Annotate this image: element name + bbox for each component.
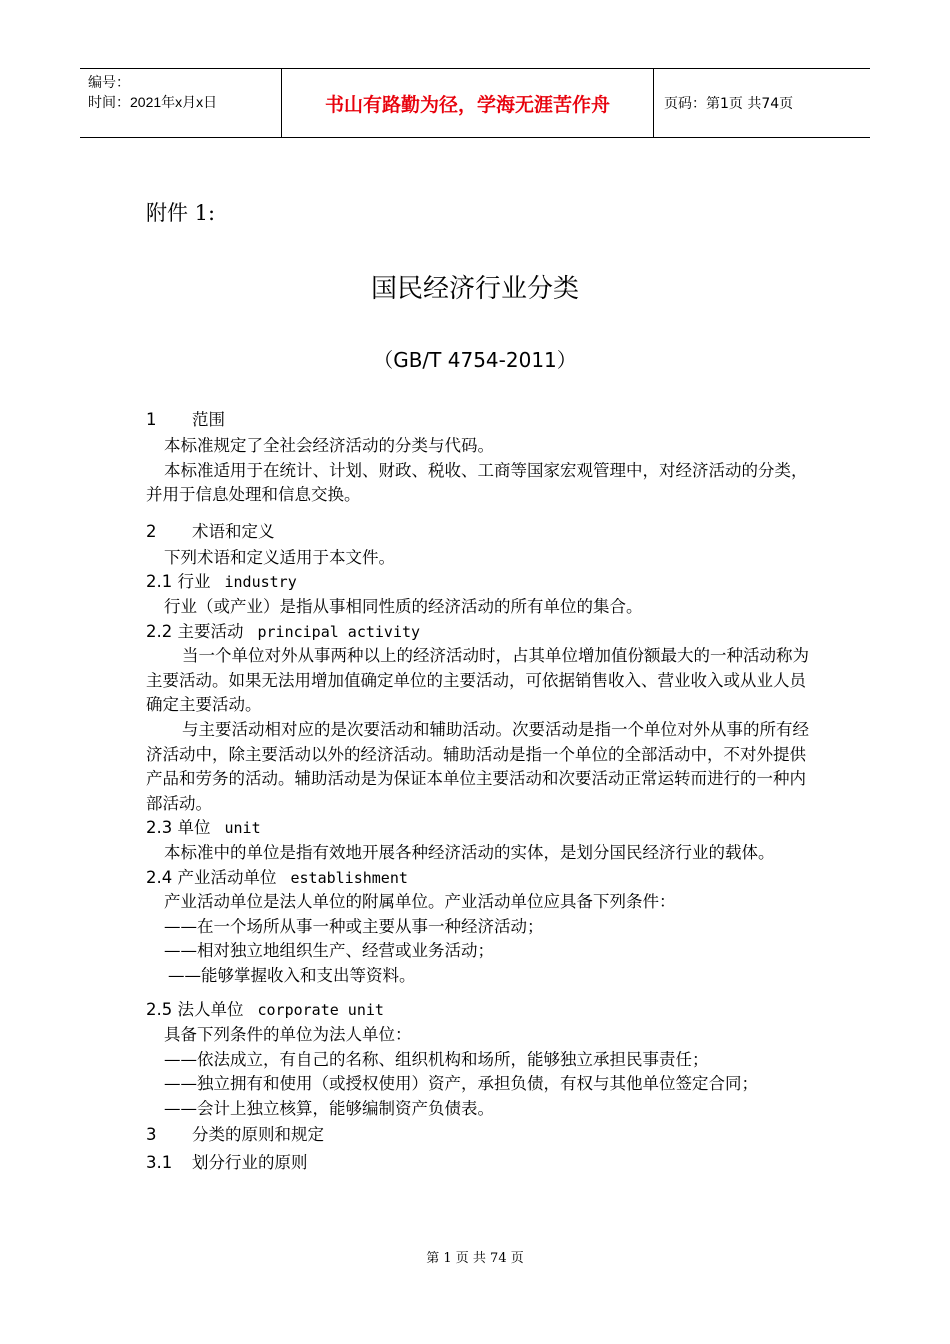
paragraph: 行业（或产业）是指从事相同性质的经济活动的所有单位的集合。 <box>164 596 643 616</box>
section-number: 1 <box>146 410 157 429</box>
header-motto: 书山有路勤为径，学海无涯苦作舟 <box>282 69 654 137</box>
section-number: 2 <box>146 521 157 541</box>
doc-time-label: 时间：2021年x月x日 <box>88 94 218 110</box>
subsection-heading <box>146 866 810 891</box>
list-item: ——能够掌握收入和支出等资料。 <box>168 965 416 985</box>
page-header <box>80 68 870 138</box>
section-number: 3 <box>146 1125 157 1145</box>
page-footer: 第 1 页 共 74 页 <box>426 1251 524 1266</box>
paragraph: 产业活动单位是法人单位的附属单位。产业活动单位应具备下列条件： <box>164 892 676 912</box>
section-title: 范围 <box>192 410 225 429</box>
header-meta <box>80 69 282 137</box>
list-item: ——在一个场所从事一种或主要从事一种经济活动； <box>164 916 544 936</box>
subsection-term-en: establishment <box>290 868 408 887</box>
paragraph: 具备下列条件的单位为法人单位： <box>164 1025 412 1045</box>
paragraph: 当一个单位对外从事两种以上的经济活动时，占其单位增加值份额最大的一种活动称为主要活动。如果无法用增加值确定单位的主要活动，可依据销售收入、营业收入或从业人员确定主要活动。 <box>146 646 809 715</box>
list-item: ——会计上独立核算，能够编制资产负债表。 <box>164 1098 494 1118</box>
annex-label: 附件 1: <box>146 201 216 225</box>
subsection-heading <box>146 570 810 595</box>
subsection-heading <box>146 816 810 841</box>
paragraph: 本标准适用于在统计、计划、财政、税收、工商等国家宏观管理中，对经济活动的分类，并用于信息处理和信息交换。 <box>146 460 808 505</box>
paragraph: 与主要活动相对应的是次要活动和辅助活动。次要活动是指一个单位对外从事的所有经济活动中，除主要活动以外的经济活动。辅助活动是指一个单位的全部活动中，不对外提供产品和劳务的活动。辅助活动是为保证本单位主要活动和次要活动正常运转而进行的一种内部活动。 <box>146 719 809 813</box>
subsection-term-en: corporate unit <box>257 1001 384 1020</box>
subsection-title: 2.4 产业活动单位 <box>146 867 277 887</box>
section-title: 术语和定义 <box>192 521 275 541</box>
document-body <box>146 406 810 1177</box>
subsection-heading <box>146 620 810 645</box>
subsection-heading <box>146 1149 810 1177</box>
paragraph: 下列术语和定义适用于本文件。 <box>164 547 395 567</box>
header-page-info: 页码：第1页 共74页 <box>664 96 794 112</box>
subsection-term-en: unit <box>224 819 261 838</box>
subsection-number: 3.1 <box>146 1153 173 1173</box>
subsection-title: 2.5 法人单位 <box>146 1000 244 1020</box>
subsection-title: 划分行业的原则 <box>192 1153 308 1173</box>
list-item: ——相对独立地组织生产、经营或业务活动； <box>164 941 494 961</box>
subsection-title: 2.2 主要活动 <box>146 621 244 641</box>
paragraph: 本标准中的单位是指有效地开展各种经济活动的实体，是划分国民经济行业的载体。 <box>164 842 775 862</box>
standard-code: （GB/T 4754-2011） <box>373 348 577 372</box>
list-item: ——独立拥有和使用（或授权使用）资产，承担负债，有权与其他单位签定合同； <box>164 1074 758 1094</box>
section-title: 分类的原则和规定 <box>192 1125 324 1145</box>
section-heading <box>146 1121 810 1149</box>
doc-number-label: 编号： <box>88 74 130 90</box>
subsection-title: 2.3 单位 <box>146 818 211 838</box>
list-item: ——依法成立，有自己的名称、组织机构和场所，能够独立承担民事责任； <box>164 1049 709 1069</box>
subsection-heading <box>146 998 810 1023</box>
subsection-term-en: principal activity <box>257 622 421 641</box>
document-title: 国民经济行业分类 <box>370 274 579 304</box>
section-heading <box>146 518 810 546</box>
subsection-term-en: industry <box>224 573 297 592</box>
paragraph: 本标准规定了全社会经济活动的分类与代码。 <box>164 436 494 455</box>
section-heading <box>146 406 810 434</box>
subsection-title: 2.1 行业 <box>146 572 211 592</box>
